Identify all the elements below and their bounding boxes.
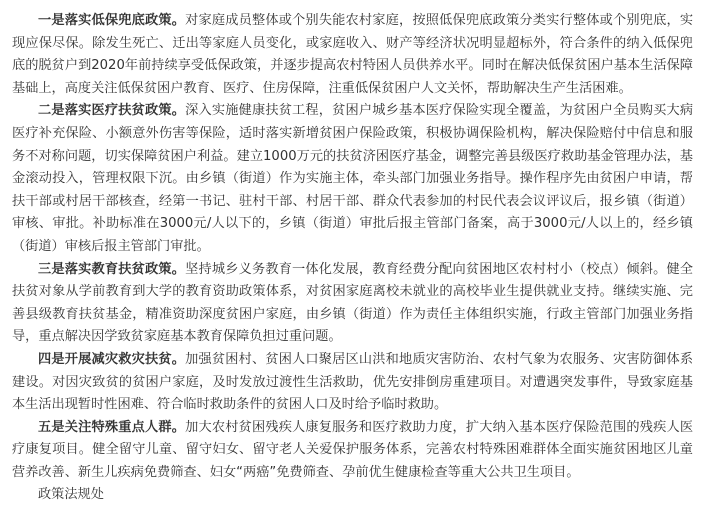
paragraph-medical-aid [12,100,693,258]
paragraph-text: 加强贫困村、贫困人口聚居区山洪和地质灾害防治、农村气象为农服务、灾害防御体系建设。对因灾致贫的贫困户家庭，及时发放过渡性生活救助，优先安排倒房重建项目。对遭遇突发事件，导致家庭基本生活出现暂时性困难、符合临时救助条件的贫困人口及时给予临时救助。 [12,351,694,413]
paragraph-special-groups [12,417,693,485]
paragraph-text: 加大农村贫困残疾人康复服务和医疗救助力度，扩大纳入基本医疗保险范围的残疾人医疗康复项目。健全留守儿童、留守妇女、留守老人关爱保护服务体系，完善农村特殊困难群体全面实施贫困地区儿童营养改善、新生儿疾病免费筛查、妇女“两癌”免费筛查、孕前优生健康检查等重大公共卫生项目。 [12,419,694,480]
paragraph-text: 深入实施健康扶贫工程，贫困户城乡基本医疗保险实现全覆盖，为贫困户全员购买大病医疗补充保险、小额意外伤害等保险，适时落实新增贫困户保险政策，积极协调保险机构，解决保险赔付中信息和服务不对称问题，切实保障贫困户利益。建立1000万元的扶贫济困医疗基金，调整完善县级医疗救助基金管理办法，基金滚动投入，管理权限下沉。由乡镇（街道）作为实施主体，牵头部门加强业务指导。操作程序先由贫困户申请，帮扶干部或村居干部核查，经第一书记、驻村干部、村居干部、群众代表参加的村民代表会议评议后，报乡镇（街道）审核、审批。补助标准在3000元/人以下的，乡镇（街道）审批后报主管部门备案，高于3000元/人以上的，经乡镇（街道）审核后报主管部门审批。 [12,103,694,254]
paragraph-text: 对家庭成员整体或个别失能农村家庭，按照低保兜底政策分类实行整体或个别兜底，实现应保尽保。除发生死亡、迁出等家庭人员变化，或家庭收入、财产等经济状况明显超标外，符合条件的纳入低保兜底的脱贫户到2020年前持续享受低保政策，并逐步提高农村特困人员供养水平。同时在解决低保贫困户基本生活保障基础上，高度关注低保贫困户教育、医疗、住房保障，注重低保贫困户人文关怀，帮助解决生产生活困难。 [12,13,694,96]
paragraph-lead: 三是落实教育扶贫政策。 [38,261,186,277]
paragraph-lead: 一是落实低保兜底政策。 [38,13,186,28]
paragraph-lead: 二是落实医疗扶贫政策。 [38,103,186,119]
paragraph-lead: 四是开展减灾救灾扶贫。 [38,351,186,367]
paragraph-disaster-relief [12,349,693,417]
paragraph-education-aid [12,259,693,349]
paragraph-lead: 五是关注特殊重点人群。 [38,419,186,435]
department-signature: 政策法规处 [38,487,104,503]
paragraph-text: 坚持城乡义务教育一体化发展，教育经费分配向贫困地区农村村小（校点）倾斜。健全扶贫对象从学前教育到大学的教育资助政策体系，对贫困家庭离校未就业的高校毕业生提供就业支持。继续实施、完善县级教育扶贫基金，精准资助深度贫困户家庭，由乡镇（街道）作为责任主体组织实施，行政主管部门加强业务指导，重点解决因学致贫家庭基本教育保障负担过重问题。 [12,261,694,345]
paragraph-low-income-guarantee [12,10,693,100]
